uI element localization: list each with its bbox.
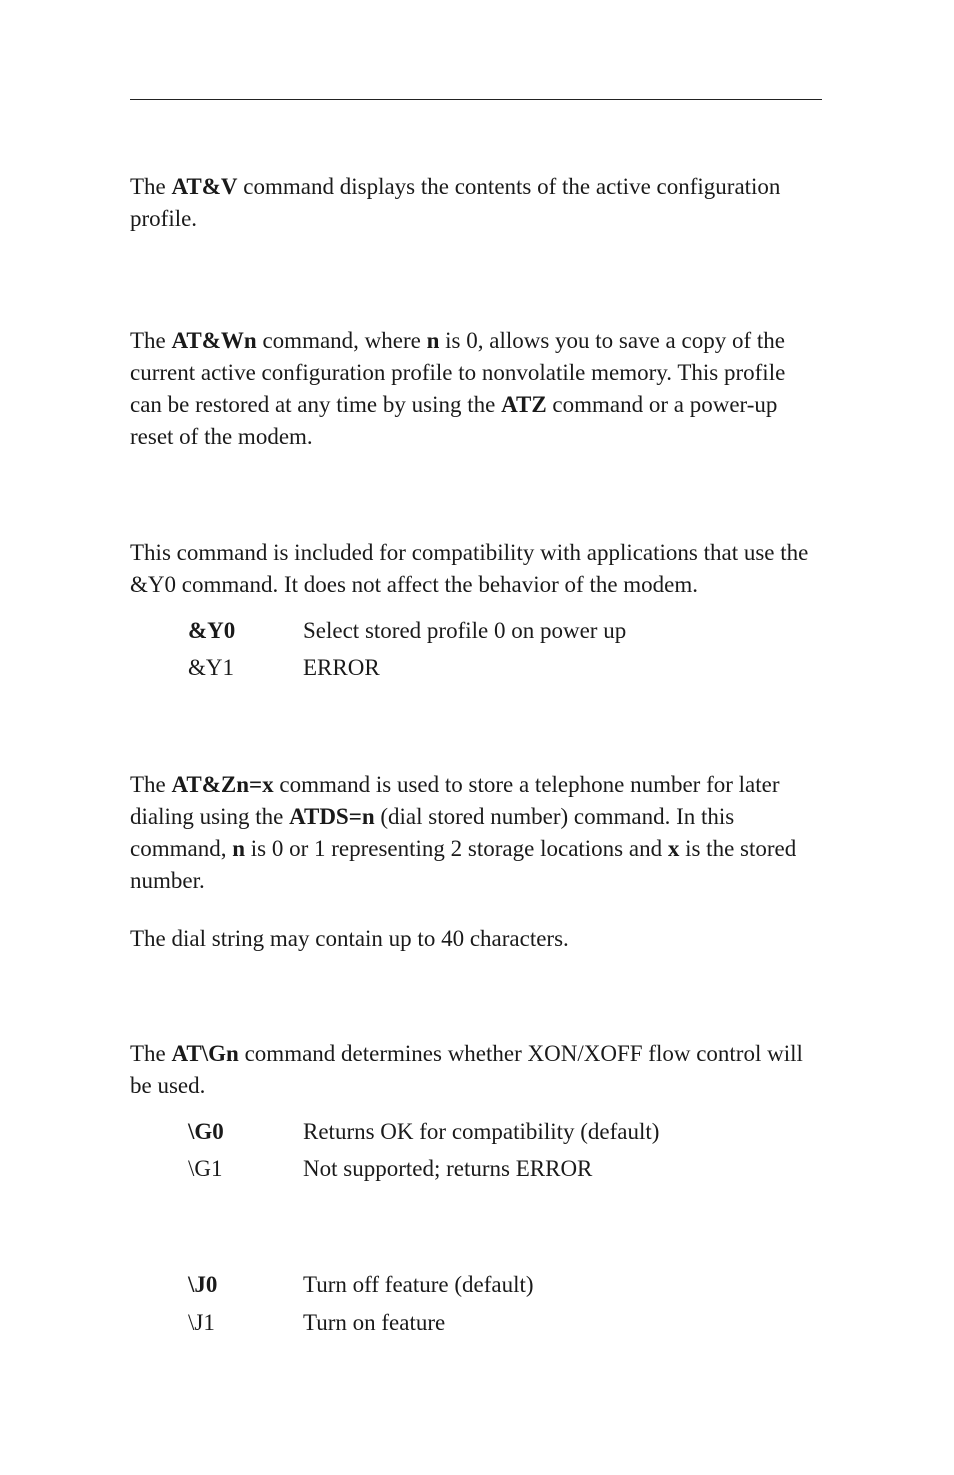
option-desc: Turn on feature	[303, 1310, 446, 1335]
header-rule	[130, 99, 822, 100]
option-code: \G1	[188, 1156, 223, 1181]
option-desc: Turn off feature (default)	[303, 1272, 534, 1297]
option-code: \G0	[188, 1119, 224, 1144]
atw-description: The AT&Wn command, where n is 0, allows you to save a copy of the current active configuration profile to nonvolatile memory. This profile can be restored at any time by using the ATZ command or a power-up reset of the modem.	[130, 328, 786, 449]
option-row	[188, 1116, 659, 1148]
option-code: &Y1	[188, 655, 234, 680]
option-row	[188, 1269, 534, 1301]
option-desc: Returns OK for compatibility (default)	[303, 1119, 660, 1144]
option-row	[188, 615, 626, 647]
atz-description: The AT&Zn=x command is used to store a telephone number for later dialing using the ATDS=n (dial stored number) command. In this command, n is 0 or 1 representing 2 storage locations and x is the stored number.	[130, 772, 797, 893]
atg-description: The AT\Gn command determines whether XON/XOFF flow control will be used.	[130, 1041, 803, 1098]
option-desc: Select stored profile 0 on power up	[303, 618, 627, 643]
option-code: \J0	[188, 1272, 218, 1297]
atv-description: The AT&V command displays the contents of the active configuration profile.	[130, 174, 781, 231]
option-code: &Y0	[188, 618, 236, 643]
option-row	[188, 1307, 445, 1339]
option-desc: Not supported; returns ERROR	[303, 1156, 593, 1181]
option-desc: ERROR	[303, 655, 380, 680]
option-row	[188, 1153, 592, 1185]
option-code: \J1	[188, 1310, 215, 1335]
y-description: This command is included for compatibility with applications that use the &Y0 command. It does not affect the behavior of the modem.	[130, 540, 809, 597]
dial-string-note: The dial string may contain up to 40 characters.	[130, 926, 569, 951]
option-row	[188, 652, 380, 684]
